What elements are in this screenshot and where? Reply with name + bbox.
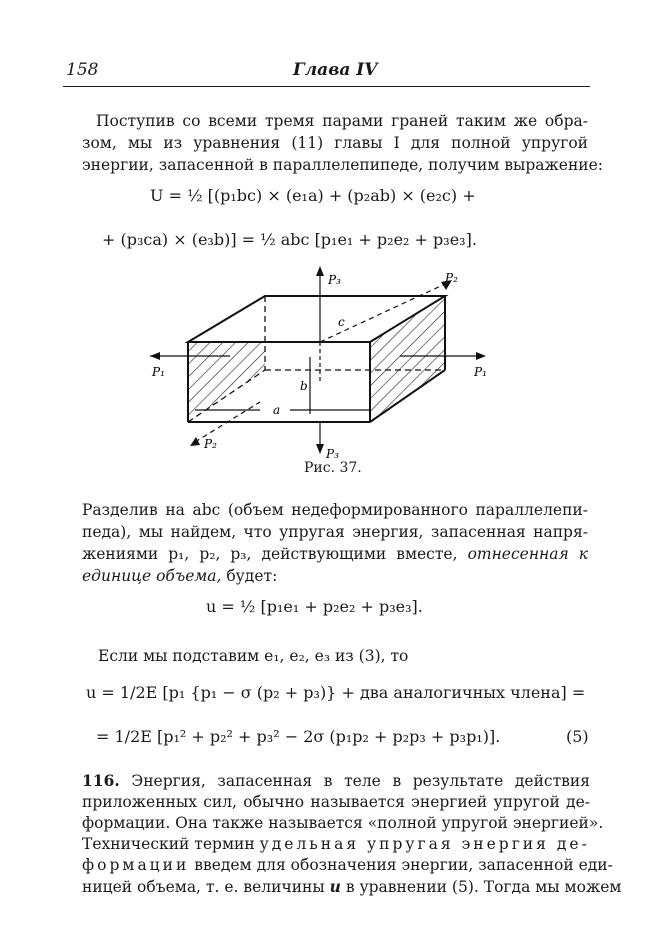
section-number: 116.	[82, 771, 120, 790]
text-segment: Технический термин	[82, 835, 255, 853]
text-line: энергии, запасенной в параллелепипеде, получим выражение:	[82, 156, 604, 174]
header-rule	[63, 86, 590, 87]
section-116	[82, 770, 622, 898]
text-segment: будет:	[226, 567, 278, 585]
text-line	[82, 834, 590, 855]
text-line: зом, мы из уравнения (11) главы I для полной упругой	[82, 134, 588, 152]
formula-energy-line2: + (p₃ca) × (e₃b)] = ½ abc [p₁e₁ + p₂e₂ + p₃e₃].	[102, 230, 477, 249]
text-segment: жениями p₁, p₂, p₃, действующими вместе,	[82, 545, 458, 563]
text-segment: в уравнении (5). Тогда мы можем	[345, 878, 622, 896]
text-line: Разделив на abc (объем недеформированного параллелепи-	[82, 501, 588, 519]
text-line	[82, 770, 590, 792]
text-line	[82, 543, 588, 565]
text-line: приложенных сил, обычно называется энергией упругой де-	[82, 793, 590, 811]
formula-energy-line1: U = ½ [(p₁bc) × (e₁a) + (p₂ab) × (e₂c) +	[150, 186, 476, 205]
text-segment: Энергия, запасенная в теле в результате действия	[131, 772, 590, 790]
paragraph-divide	[82, 499, 588, 587]
text-line: Поступив со всеми тремя парами граней таким же обра-	[96, 112, 588, 130]
label-a: a	[273, 403, 281, 417]
text-italic: единице объема,	[82, 567, 222, 585]
label-p3-bottom: P₃	[326, 447, 339, 461]
label-p3-top: P₃	[328, 273, 341, 287]
formula-u-expanded-line2: = 1/2E [p₁² + p₂² + p₃² − 2σ (p₁p₂ + p₂p₃ + p₃p₁)].	[96, 727, 501, 746]
text-segment: введем для обозначения энергии, запасенной еди-	[194, 856, 613, 874]
label-p1-right: P₁	[474, 365, 487, 379]
label-b: b	[300, 379, 308, 393]
formula-u-expanded-line1: u = 1/2E [p₁ {p₁ − σ (p₂ + p₃)} + два аналогичных члена] =	[86, 683, 586, 702]
label-c: c	[338, 315, 345, 329]
label-p2-top: P₂	[445, 271, 458, 285]
text-italic: отнесенная к	[467, 545, 589, 563]
label-p1-left: P₁	[152, 365, 165, 379]
text-line	[82, 876, 622, 898]
text-spaced: формации	[82, 856, 190, 874]
variable-u: u	[329, 877, 341, 896]
paragraph-substitute	[98, 645, 578, 667]
equation-number: (5)	[566, 727, 589, 746]
formula-u: u = ½ [p₁e₁ + p₂e₂ + p₃e₃].	[206, 597, 423, 616]
paragraph-intro	[82, 110, 604, 176]
label-p2-bottom: P₂	[204, 437, 217, 451]
figure-caption: Рис. 37.	[304, 460, 362, 476]
text-line: педа), мы найдем, что упругая энергия, запасенная напря-	[82, 523, 588, 541]
text-segment: ницей объема, т. е. величины	[82, 878, 325, 896]
chapter-title: Глава IV	[293, 60, 378, 80]
figure-37-parallelepiped	[150, 262, 510, 467]
text-line: формации. Она также называется «полной упругой энергией».	[82, 814, 604, 832]
text-line	[82, 565, 588, 587]
text-line	[82, 855, 613, 876]
text-spaced: удельная упругая энергия де-	[259, 835, 590, 853]
page-number: 158	[66, 60, 99, 80]
text-line: Если мы подставим e₁, e₂, e₃ из (3), то	[98, 647, 409, 665]
